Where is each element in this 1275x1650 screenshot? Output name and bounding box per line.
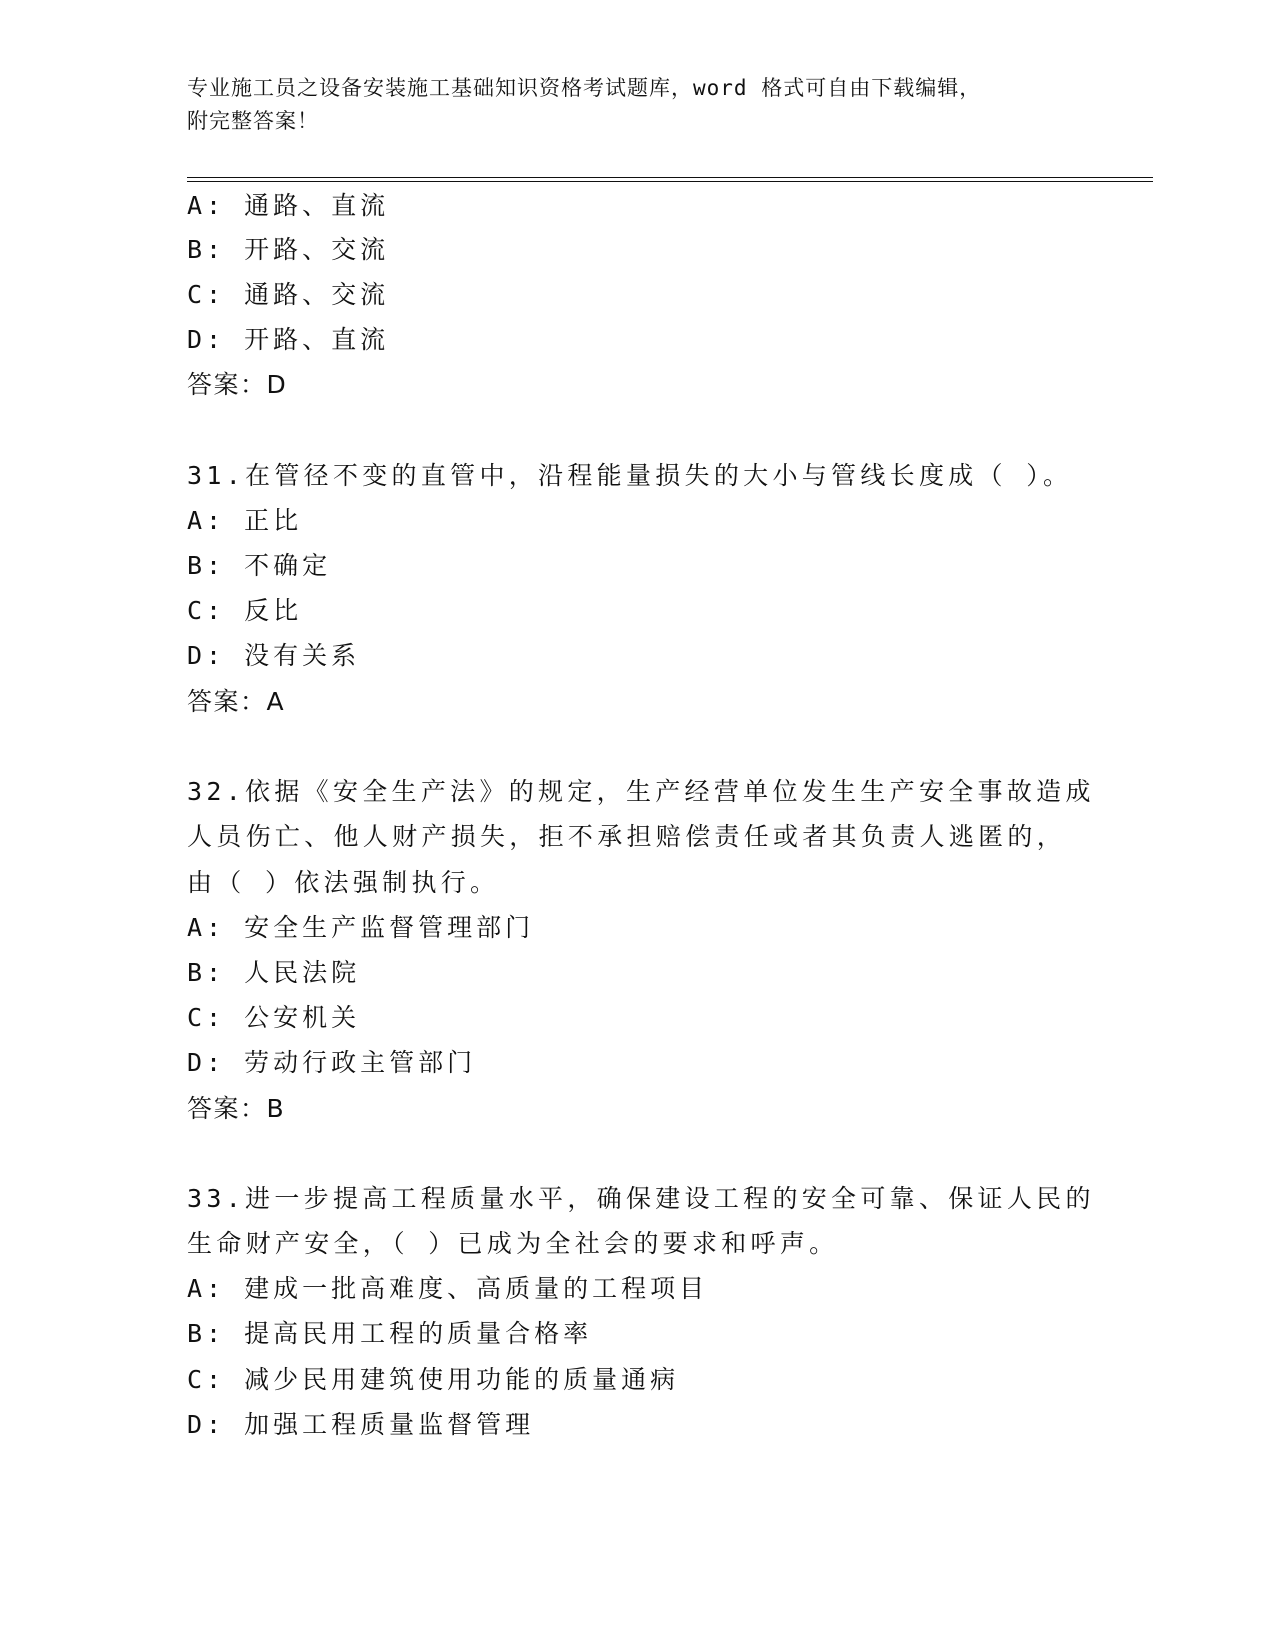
q30-option-d: D: 开路、直流 <box>187 325 390 354</box>
q32-answer: 答案：B <box>187 1094 286 1123</box>
q31-option-c: C: 反比 <box>187 596 303 625</box>
q31-option-a: A: 正比 <box>187 506 303 535</box>
q32-stem-line-2: 人员伤亡、他人财产损失，拒不承担赔偿责任或者其负责人逃匿的， <box>187 822 1067 851</box>
q32-option-a: A: 安全生产监督管理部门 <box>187 913 535 942</box>
q31-answer: 答案：A <box>187 687 286 716</box>
q31-stem-line-1: 31.在管径不变的直管中，沿程能量损失的大小与管线长度成（ ）。 <box>187 461 1073 490</box>
q32-stem-line-3: 由（ ）依法强制执行。 <box>187 868 500 897</box>
q33-option-d: D: 加强工程质量监督管理 <box>187 1410 535 1439</box>
header-divider-top <box>187 177 1153 178</box>
q32-option-d: D: 劳动行政主管部门 <box>187 1048 477 1077</box>
q30-option-c: C: 通路、交流 <box>187 280 390 309</box>
q30-option-b: B: 开路、交流 <box>187 235 390 264</box>
q33-stem-line-2: 生命财产安全，（ ）已成为全社会的要求和呼声。 <box>187 1229 839 1258</box>
q32-stem-line-1: 32.依据《安全生产法》的规定，生产经营单位发生生产安全事故造成 <box>187 777 1095 806</box>
q33-option-c: C: 减少民用建筑使用功能的质量通病 <box>187 1365 680 1394</box>
q33-stem-line-1: 33.进一步提高工程质量水平，确保建设工程的安全可靠、保证人民的 <box>187 1184 1095 1213</box>
q32-option-b: B: 人民法院 <box>187 958 361 987</box>
header-divider-bottom <box>187 181 1153 182</box>
header-line-1: 专业施工员之设备安装施工基础知识资格考试题库，word 格式可自由下载编辑， <box>187 76 982 100</box>
q32-option-c: C: 公安机关 <box>187 1003 361 1032</box>
q31-option-b: B: 不确定 <box>187 551 332 580</box>
q33-option-b: B: 提高民用工程的质量合格率 <box>187 1319 593 1348</box>
header-line-2: 附完整答案！ <box>187 109 319 133</box>
q30-answer: 答案：D <box>187 370 288 399</box>
q30-option-a: A: 通路、直流 <box>187 191 390 220</box>
q31-option-d: D: 没有关系 <box>187 641 361 670</box>
q33-option-a: A: 建成一批高难度、高质量的工程项目 <box>187 1274 709 1303</box>
document-header <box>187 72 1067 138</box>
